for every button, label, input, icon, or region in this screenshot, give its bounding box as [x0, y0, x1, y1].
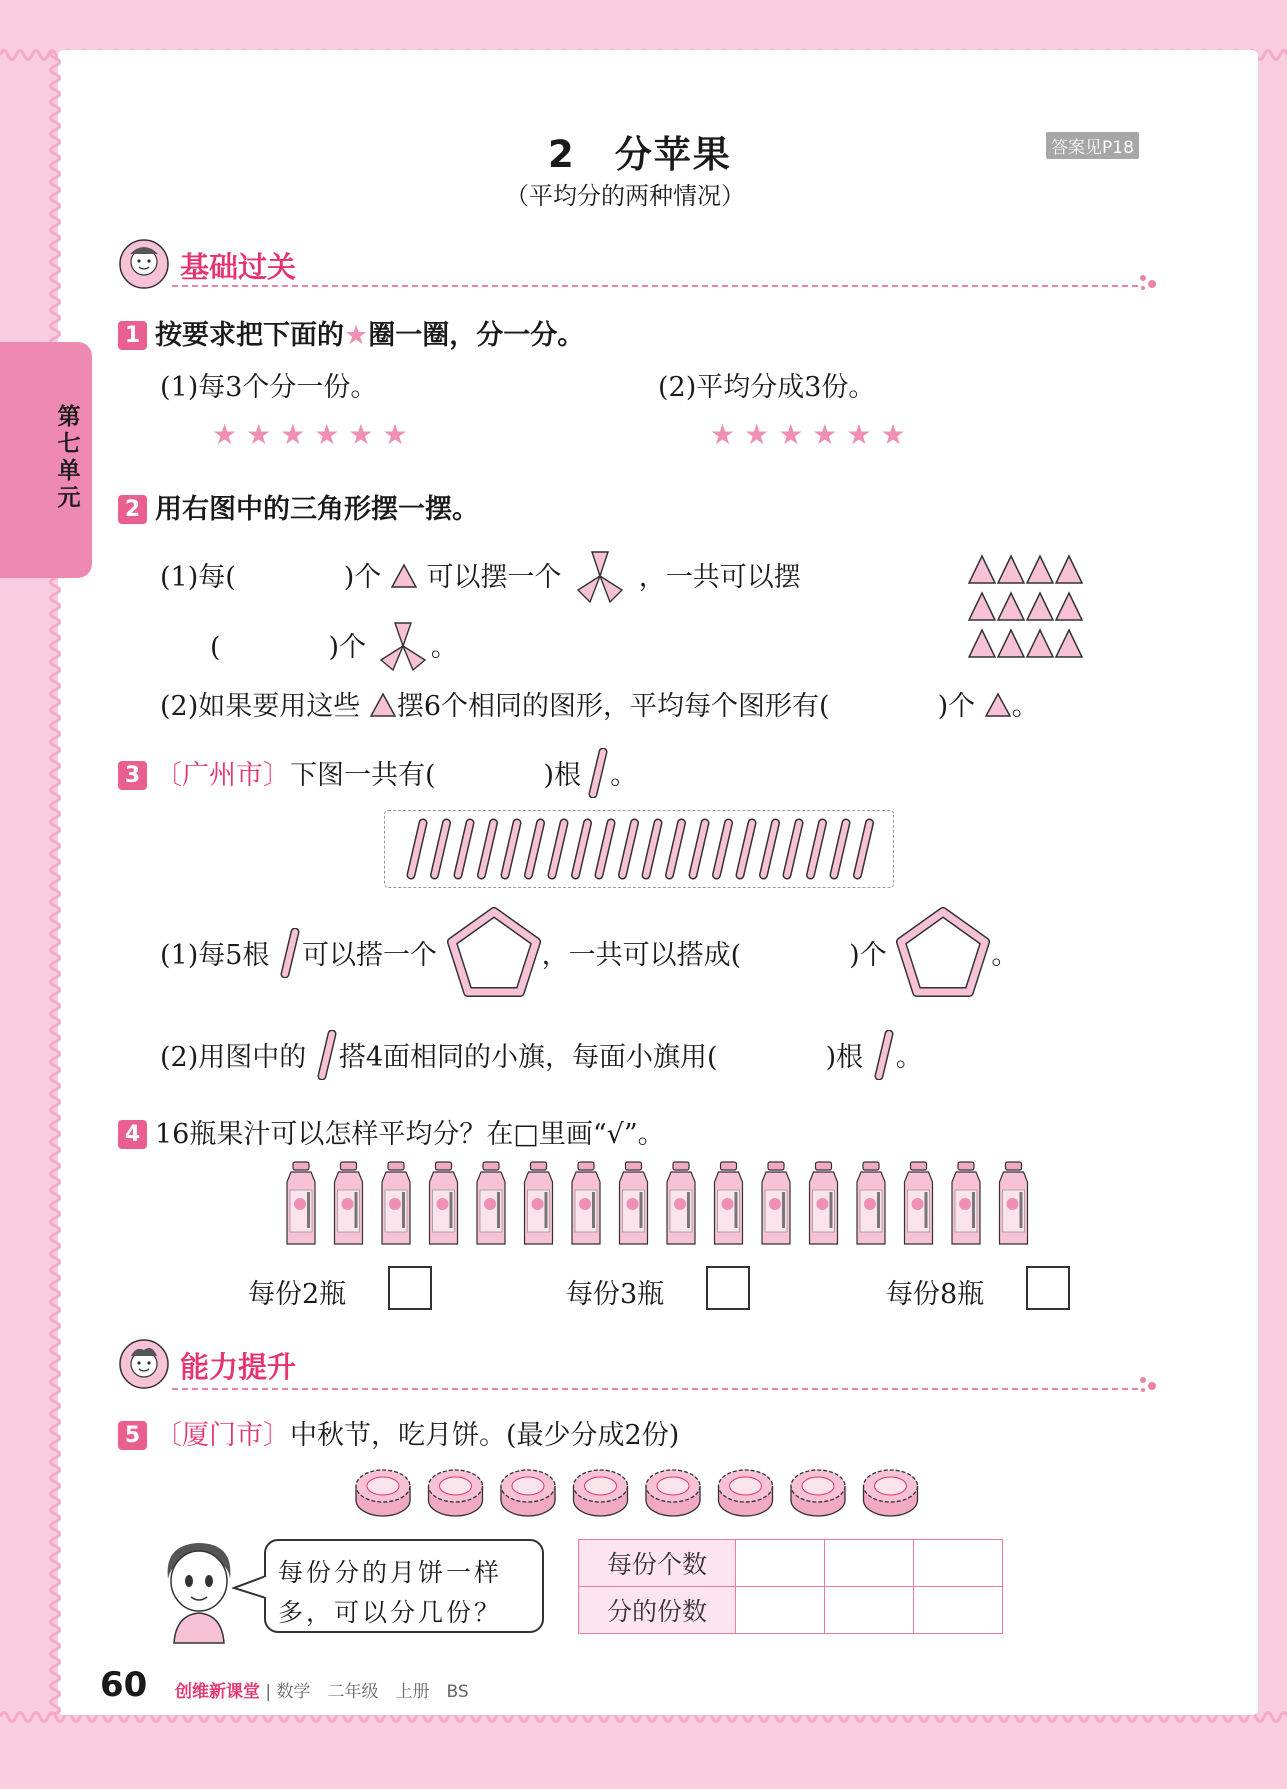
- triangle-piece: [998, 630, 1024, 657]
- table-cell[interactable]: [825, 1587, 914, 1634]
- pentagon-of-sticks-icon: [895, 906, 991, 998]
- stick: [858, 823, 870, 875]
- q2-p2-c: )个: [937, 691, 976, 722]
- stick: [576, 823, 588, 875]
- question-3: [118, 748, 637, 798]
- q3-p1-a: (1)每5根: [160, 940, 270, 971]
- stick: [787, 823, 799, 875]
- stick: [458, 823, 470, 875]
- stick-icon: [315, 1030, 339, 1080]
- answer-table: [578, 1539, 1003, 1634]
- stick: [811, 823, 823, 875]
- stick: [411, 823, 423, 875]
- q3-p2-d: 。: [895, 1042, 923, 1073]
- stick: [834, 823, 846, 875]
- left-wave-border: [44, 50, 66, 1715]
- section-basic-title: 基础过关: [180, 250, 297, 284]
- unit-side-tab: [0, 342, 92, 578]
- question-number: 3: [118, 761, 147, 790]
- question-4: [118, 1112, 665, 1151]
- question-number: 5: [118, 1421, 147, 1450]
- question-1: [118, 313, 584, 352]
- mooncake: [429, 1470, 483, 1516]
- child-character-icon: [158, 1535, 240, 1645]
- juice-bottle: [952, 1162, 980, 1244]
- q2-part2: [160, 684, 1039, 723]
- q3-p2-a: (2)用图中的: [160, 1042, 307, 1073]
- stick-icon: [278, 928, 302, 978]
- q2-p1-e: (: [210, 632, 221, 663]
- juice-bottle: [287, 1162, 315, 1244]
- table-row: [579, 1587, 1003, 1634]
- triangle-icon: [984, 692, 1012, 718]
- stick: [599, 823, 611, 875]
- juice-bottle: [857, 1162, 885, 1244]
- bubble-line-2: 多，可以分几份？: [278, 1598, 503, 1627]
- q3-p1-e: 。: [991, 940, 1019, 971]
- q2-part1-line1: [160, 548, 801, 604]
- girl-mascot-icon: [116, 238, 172, 290]
- triangle-piece: [969, 556, 995, 583]
- question-2: [118, 487, 479, 526]
- q1-prompt-b: 圈一圈，分一分。: [368, 320, 585, 351]
- q3-part2: [160, 1030, 923, 1080]
- speech-bubble: [264, 1539, 544, 1633]
- q4-prompt: 16瓶果汁可以怎样平均分？在□里画“√”。: [155, 1119, 665, 1150]
- footer-brand: 创维新课堂: [175, 1682, 260, 1702]
- juice-bottle: [762, 1162, 790, 1244]
- mooncake: [356, 1470, 410, 1516]
- q1-stars-group1[interactable]: ★★★★★★: [212, 418, 417, 451]
- q4-option-1-checkbox[interactable]: [388, 1266, 432, 1310]
- q3-city: 〔广州市〕: [155, 760, 290, 791]
- q3-prompt-b: )根: [543, 760, 582, 791]
- table-row: [579, 1540, 1003, 1587]
- juice-bottle: [1000, 1162, 1028, 1244]
- section-divider: [172, 285, 1138, 287]
- q2-prompt: 用右图中的三角形摆一摆。: [155, 494, 479, 525]
- footer-details: 数学 二年级 上册 BS: [276, 1682, 469, 1702]
- q2-p1-b: )个: [343, 562, 382, 593]
- triangle-grid: [968, 552, 1086, 662]
- row-label-per-share: 每份个数: [579, 1540, 736, 1587]
- pentagon-of-sticks-icon: [446, 906, 542, 998]
- question-number: 4: [118, 1120, 147, 1149]
- boy-mascot-icon: [116, 1338, 172, 1390]
- dots-decoration-icon: [1138, 272, 1160, 292]
- q3-p1-d: )个: [849, 940, 887, 971]
- q4-option-2-checkbox[interactable]: [706, 1266, 750, 1310]
- q3-p2-b: 搭4面相同的小旗，每面小旗用(: [338, 1042, 718, 1073]
- mooncake: [791, 1470, 845, 1516]
- stick-icon: [872, 1030, 896, 1080]
- triangle-piece: [969, 593, 995, 620]
- triangle-icon: [390, 563, 418, 589]
- q2-p1-c: 可以摆一个: [426, 562, 562, 593]
- q3-prompt-c: 。: [610, 760, 638, 791]
- q1-part2: (2)平均分成3份。: [658, 372, 876, 403]
- stick: [435, 823, 447, 875]
- juice-bottle: [620, 1162, 648, 1244]
- juice-bottle: [667, 1162, 695, 1244]
- stick: [552, 823, 564, 875]
- mooncake: [719, 1470, 773, 1516]
- triangle-piece: [998, 593, 1024, 620]
- juice-bottle: [382, 1162, 410, 1244]
- q2-part1-line2: [210, 620, 458, 672]
- stick: [764, 823, 776, 875]
- section-divider: [172, 1388, 1138, 1390]
- q2-p1-d: ，一共可以摆: [638, 562, 801, 593]
- stick: [717, 823, 729, 875]
- triangle-piece: [1027, 630, 1053, 657]
- stick-bundle-box: [384, 810, 894, 888]
- unit-label: 第七单元: [57, 404, 81, 511]
- speech-bubble-tail: [232, 1572, 268, 1602]
- stick: [693, 823, 705, 875]
- juice-bottle: [335, 1162, 363, 1244]
- star-icon: ★: [344, 320, 369, 351]
- page-title: 2 分苹果: [548, 133, 732, 176]
- q4-option-3-checkbox[interactable]: [1026, 1266, 1070, 1310]
- table-cell[interactable]: [825, 1540, 914, 1587]
- q2-p1-g: 。: [430, 632, 458, 663]
- stick: [482, 823, 494, 875]
- q1-part1: (1)每3个分一份。: [160, 372, 378, 403]
- stick-row: [385, 811, 893, 887]
- mooncake: [574, 1470, 628, 1516]
- page-number: 60: [100, 1665, 148, 1705]
- stick: [505, 823, 517, 875]
- question-number: 1: [118, 321, 147, 350]
- mooncake: [864, 1470, 918, 1516]
- triangle-piece: [1027, 556, 1053, 583]
- mooncake-row: [352, 1462, 922, 1522]
- q3-p1-b: 可以搭一个: [302, 940, 438, 971]
- q2-p2-b: 摆6个相同的图形，平均每个图形有(: [396, 691, 830, 722]
- table-cell[interactable]: [914, 1587, 1003, 1634]
- question-number: 2: [118, 495, 147, 524]
- stick: [740, 823, 752, 875]
- triangle-piece: [998, 556, 1024, 583]
- three-triangle-pinwheel-icon: [375, 620, 431, 672]
- table-cell[interactable]: [914, 1540, 1003, 1587]
- triangle-piece: [1056, 630, 1082, 657]
- stick: [529, 823, 541, 875]
- q4-option-2-label: 每份3瓶: [566, 1279, 665, 1310]
- q4-option-1-label: 每份2瓶: [248, 1279, 347, 1310]
- triangle-icon: [369, 692, 397, 718]
- q4-option-3-label: 每份8瓶: [886, 1279, 985, 1310]
- q3-p1-c: ，一共可以搭成(: [541, 940, 742, 971]
- juice-bottle: [810, 1162, 838, 1244]
- juice-bottle: [572, 1162, 600, 1244]
- q1-stars-group2[interactable]: ★★★★★★: [710, 418, 915, 451]
- triangle-piece: [1056, 593, 1082, 620]
- dots-decoration-icon: [1138, 1374, 1160, 1394]
- q1-prompt-a: 按要求把下面的: [155, 320, 344, 351]
- row-label-share-count: 分的份数: [579, 1587, 736, 1634]
- question-5: [118, 1413, 679, 1452]
- section-advanced-title: 能力提升: [180, 1350, 297, 1384]
- juice-bottle: [477, 1162, 505, 1244]
- stick: [646, 823, 658, 875]
- juice-bottle: [715, 1162, 743, 1244]
- q5-city: 〔厦门市〕: [155, 1420, 290, 1451]
- mooncake: [501, 1470, 555, 1516]
- answer-badge: 答案见P18: [1046, 132, 1139, 159]
- mooncake: [646, 1470, 700, 1516]
- q3-p2-c: )根: [825, 1042, 864, 1073]
- q3-prompt-a: 下图一共有(: [290, 760, 436, 791]
- juice-bottle: [430, 1162, 458, 1244]
- q2-p2-d: 。: [1011, 691, 1039, 722]
- juice-bottle-row: [280, 1160, 1040, 1250]
- page-subtitle: （平均分的两种情况）: [505, 182, 745, 210]
- juice-bottle: [905, 1162, 933, 1244]
- triangle-piece: [1056, 556, 1082, 583]
- q5-prompt: 中秋节，吃月饼。(最少分成2份): [290, 1420, 680, 1451]
- juice-bottle: [525, 1162, 553, 1244]
- table-cell[interactable]: [736, 1587, 825, 1634]
- q2-p2-a: (2)如果要用这些: [160, 691, 361, 722]
- q2-p1-a: (1)每(: [160, 562, 236, 593]
- q3-part1: [160, 906, 1018, 998]
- triangle-piece: [969, 630, 995, 657]
- stick: [670, 823, 682, 875]
- footer-info: 创维新课堂 | 数学 二年级 上册 BS: [175, 1682, 469, 1702]
- bubble-line-1: 每份分的月饼一样: [278, 1558, 503, 1587]
- stick: [623, 823, 635, 875]
- stick-icon: [586, 748, 610, 798]
- triangle-piece: [1027, 593, 1053, 620]
- table-cell[interactable]: [736, 1540, 825, 1587]
- q2-p1-f: )个: [328, 632, 367, 663]
- three-triangle-pinwheel-icon: [570, 548, 630, 604]
